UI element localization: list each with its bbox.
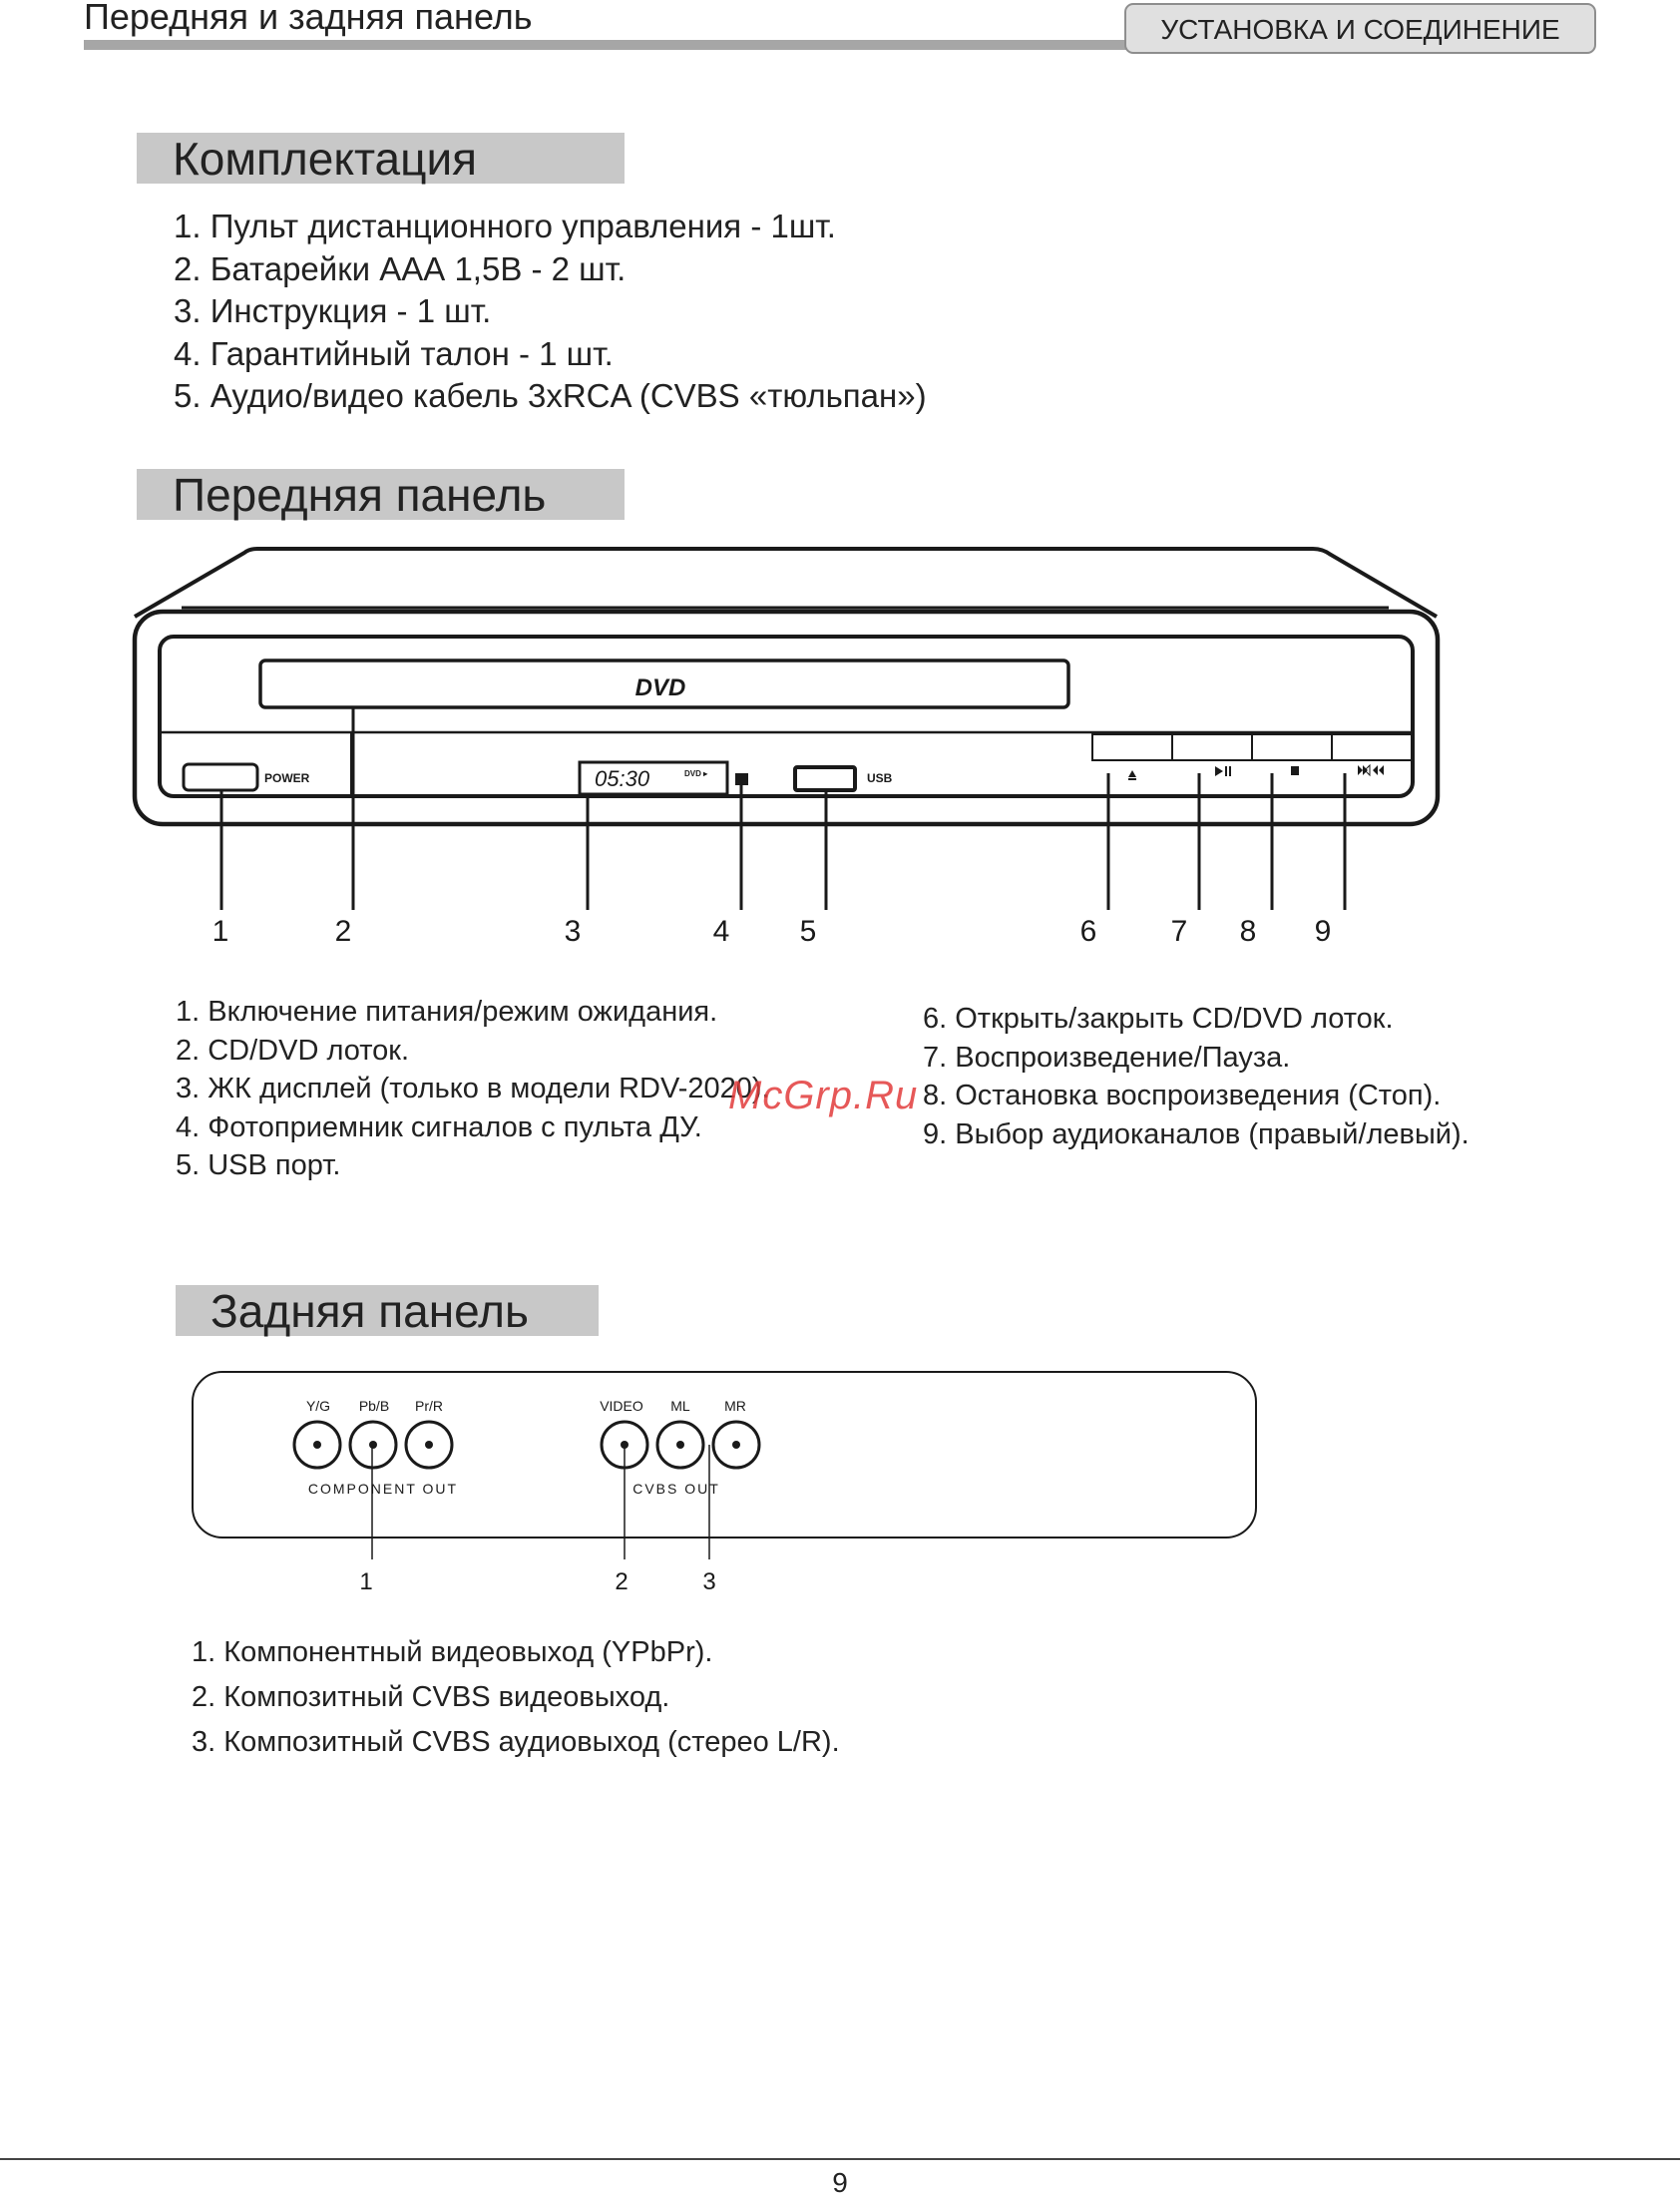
callout-number: 2	[615, 1568, 629, 1595]
callout-number: 5	[799, 915, 817, 948]
pause-bar	[1229, 766, 1231, 776]
audio-channel-button	[1332, 734, 1413, 760]
callout-number: 2	[334, 915, 352, 948]
list-item: 3. Композитный CVBS аудиовыход (стерео L/R).	[192, 1726, 840, 1758]
play-pause-button	[1172, 734, 1252, 760]
page-number: 9	[832, 2167, 848, 2198]
list-item: 7. Воспроизведение/Пауза.	[923, 1041, 1291, 1074]
play-pause-icon	[1215, 766, 1223, 776]
list-item: 6. Открыть/закрыть CD/DVD лоток.	[923, 1003, 1394, 1035]
list-item: 3. ЖК дисплей (только в модели RDV-2020).	[176, 1073, 770, 1104]
list-item: 2. CD/DVD лоток.	[176, 1034, 410, 1067]
jack-label: MR	[724, 1398, 746, 1414]
jack-label: Pr/R	[415, 1398, 443, 1414]
list-item: 3. Инструкция - 1 шт.	[174, 292, 492, 329]
callout-number: 6	[1079, 915, 1097, 948]
ir-sensor	[735, 773, 748, 785]
usb-port	[795, 767, 855, 790]
audio-channel-icon	[1358, 765, 1368, 775]
list-item: 5. Аудио/видео кабель 3xRCA (CVBS «тюльпан»)	[174, 377, 927, 414]
list-item: 9. Выбор аудиоканалов (правый/левый).	[923, 1117, 1470, 1150]
rear-panel-heading: Задняя панель	[176, 1285, 599, 1336]
body-outline	[135, 612, 1438, 824]
power-button	[184, 764, 257, 790]
rear-panel-diagram	[0, 1357, 1680, 1616]
usb-label: USB	[867, 771, 893, 785]
front-panel-diagram	[0, 539, 1680, 958]
list-item: 4. Фотоприемник сигналов с пульта ДУ.	[176, 1110, 702, 1143]
display-mode: DVD ▸	[684, 769, 708, 778]
callout-number: 3	[702, 1568, 716, 1595]
kit-list	[174, 206, 927, 418]
list-item: 2. Батарейки ААА 1,5В - 2 шт.	[174, 249, 627, 287]
header-rule	[84, 40, 1126, 50]
stop-button	[1252, 734, 1332, 760]
jack-label: Pb/B	[358, 1398, 390, 1414]
kit-heading: Комплектация	[137, 133, 625, 184]
callout-leaders	[221, 708, 1345, 910]
audio-channel-icon	[1373, 765, 1384, 775]
pause-bar	[1225, 766, 1227, 776]
page-header	[0, 0, 1680, 60]
page-title: Передняя и задняя панель	[84, 0, 533, 37]
callout-number: 9	[1314, 915, 1332, 948]
jack-label: Y/G	[305, 1398, 331, 1414]
jack-label: VIDEO	[600, 1398, 643, 1414]
list-item: 5. USB порт.	[176, 1149, 341, 1181]
list-item: 8. Остановка воспроизведения (Стоп).	[923, 1080, 1442, 1111]
group-label-component: COMPONENT OUT	[307, 1481, 459, 1497]
eject-button	[1092, 734, 1172, 760]
jack-label: ML	[670, 1398, 690, 1414]
footer-rule	[0, 2158, 1680, 2160]
watermark: McGrp.Ru	[728, 1074, 919, 1117]
callout-number: 1	[359, 1568, 373, 1595]
front-panel-heading: Передняя панель	[137, 469, 625, 520]
list-item: 2. Композитный CVBS видеовыход.	[192, 1681, 670, 1713]
eject-icon-bar	[1128, 778, 1136, 780]
list-item: 1. Компонентный видеовыход (YPbPr).	[192, 1636, 713, 1668]
section-badge: УСТАНОВКА И СОЕДИНЕНИЕ	[1124, 3, 1596, 54]
callout-number: 7	[1170, 915, 1188, 948]
front-panel-list-left	[176, 993, 770, 1185]
dvd-logo: DVD	[634, 674, 686, 701]
power-label: POWER	[264, 771, 310, 785]
display-time: 05:30	[595, 766, 650, 791]
callout-number: 1	[211, 915, 229, 948]
callout-number: 8	[1239, 915, 1257, 948]
callout-number: 3	[564, 915, 582, 948]
stop-icon	[1291, 766, 1299, 775]
rear-panel-list	[192, 1630, 840, 1765]
list-item: 4. Гарантийный талон - 1 шт.	[174, 334, 614, 372]
front-panel-list-right	[923, 1000, 1470, 1153]
eject-icon	[1128, 770, 1136, 777]
list-item: 1. Пульт дистанционного управления - 1шт.	[174, 208, 836, 244]
list-item: 1. Включение питания/режим ожидания.	[176, 996, 718, 1028]
group-label-cvbs: CVBS OUT	[632, 1481, 720, 1497]
callout-number: 4	[712, 915, 730, 948]
